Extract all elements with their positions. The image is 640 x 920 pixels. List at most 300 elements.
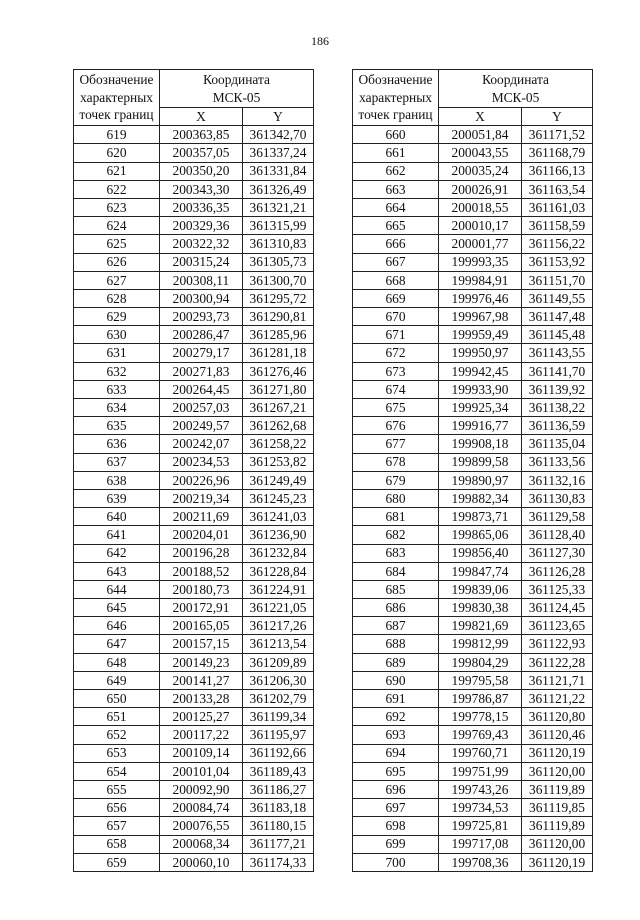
table-row [353, 726, 593, 744]
y-cell: 361310,83 [243, 235, 314, 253]
point-number-cell: 665 [353, 217, 439, 235]
x-cell: 200188,52 [160, 562, 243, 580]
table-row [74, 453, 314, 471]
y-cell: 361202,79 [243, 690, 314, 708]
x-cell: 199967,98 [439, 308, 522, 326]
table-row [74, 362, 314, 380]
table-body-left [74, 126, 314, 872]
point-number-cell: 620 [74, 144, 160, 162]
point-number-cell: 657 [74, 817, 160, 835]
y-cell: 361209,89 [243, 653, 314, 671]
point-number-cell: 667 [353, 253, 439, 271]
y-cell: 361186,27 [243, 780, 314, 798]
x-cell: 200084,74 [160, 799, 243, 817]
table-row [74, 489, 314, 507]
x-cell: 200092,90 [160, 780, 243, 798]
table-row [74, 799, 314, 817]
y-cell: 361161,03 [522, 198, 593, 216]
point-number-cell: 632 [74, 362, 160, 380]
table-row [353, 835, 593, 853]
x-cell: 200125,27 [160, 708, 243, 726]
table-row [74, 235, 314, 253]
point-number-cell: 647 [74, 635, 160, 653]
point-number-cell: 639 [74, 489, 160, 507]
y-cell: 361120,19 [522, 744, 593, 762]
y-cell: 361145,48 [522, 326, 593, 344]
y-cell: 361245,23 [243, 489, 314, 507]
y-cell: 361331,84 [243, 162, 314, 180]
x-cell: 199890,97 [439, 471, 522, 489]
table-row [74, 835, 314, 853]
x-cell: 200165,05 [160, 617, 243, 635]
x-cell: 199812,99 [439, 635, 522, 653]
y-cell: 361249,49 [243, 471, 314, 489]
y-header: Y [243, 108, 314, 126]
y-cell: 361174,33 [243, 853, 314, 871]
y-cell: 361126,28 [522, 562, 593, 580]
point-number-cell: 686 [353, 599, 439, 617]
point-number-cell: 625 [74, 235, 160, 253]
table-row [353, 489, 593, 507]
y-header: Y [522, 108, 593, 126]
x-cell: 200109,14 [160, 744, 243, 762]
table-row [353, 671, 593, 689]
y-cell: 361136,59 [522, 417, 593, 435]
table-row [353, 617, 593, 635]
table-row [353, 417, 593, 435]
table-row [74, 562, 314, 580]
y-cell: 361337,24 [243, 144, 314, 162]
table-row [353, 217, 593, 235]
point-number-cell: 634 [74, 399, 160, 417]
point-label-header: Обозначение характерных точек границ [74, 70, 160, 126]
point-number-cell: 626 [74, 253, 160, 271]
y-cell: 361135,04 [522, 435, 593, 453]
table-row [74, 526, 314, 544]
point-number-cell: 673 [353, 362, 439, 380]
y-cell: 361128,40 [522, 526, 593, 544]
x-cell: 199708,36 [439, 853, 522, 871]
x-cell: 199984,91 [439, 271, 522, 289]
point-number-cell: 670 [353, 308, 439, 326]
y-cell: 361236,90 [243, 526, 314, 544]
x-cell: 200350,20 [160, 162, 243, 180]
point-number-cell: 643 [74, 562, 160, 580]
table-row [353, 308, 593, 326]
coordinates-table-right [352, 69, 593, 872]
y-cell: 361158,59 [522, 217, 593, 235]
point-number-cell: 661 [353, 144, 439, 162]
x-cell: 200363,85 [160, 126, 243, 144]
table-row [353, 435, 593, 453]
table-row [74, 580, 314, 598]
y-cell: 361321,21 [243, 198, 314, 216]
y-cell: 361127,30 [522, 544, 593, 562]
x-cell: 199769,43 [439, 726, 522, 744]
x-cell: 199950,97 [439, 344, 522, 362]
table-row [353, 526, 593, 544]
table-row [353, 380, 593, 398]
table-row [74, 617, 314, 635]
point-number-cell: 679 [353, 471, 439, 489]
y-cell: 361120,00 [522, 762, 593, 780]
x-cell: 199821,69 [439, 617, 522, 635]
table-row [74, 380, 314, 398]
coordinate-header: Координата МСК-05 [160, 70, 314, 108]
point-number-cell: 695 [353, 762, 439, 780]
y-cell: 361151,70 [522, 271, 593, 289]
y-cell: 361153,92 [522, 253, 593, 271]
point-number-cell: 680 [353, 489, 439, 507]
point-number-cell: 644 [74, 580, 160, 598]
point-number-cell: 666 [353, 235, 439, 253]
x-cell: 200249,57 [160, 417, 243, 435]
y-cell: 361315,99 [243, 217, 314, 235]
table-row [353, 126, 593, 144]
point-number-cell: 659 [74, 853, 160, 871]
y-cell: 361271,80 [243, 380, 314, 398]
point-number-cell: 637 [74, 453, 160, 471]
x-cell: 200010,17 [439, 217, 522, 235]
table-row [74, 508, 314, 526]
y-cell: 361295,72 [243, 289, 314, 307]
point-number-cell: 641 [74, 526, 160, 544]
x-cell: 200068,34 [160, 835, 243, 853]
point-number-cell: 700 [353, 853, 439, 871]
table-row [353, 690, 593, 708]
table-row [353, 508, 593, 526]
point-number-cell: 698 [353, 817, 439, 835]
point-number-cell: 689 [353, 653, 439, 671]
x-cell: 200234,53 [160, 453, 243, 471]
table-row [353, 544, 593, 562]
x-header: X [439, 108, 522, 126]
y-cell: 361132,16 [522, 471, 593, 489]
point-number-cell: 675 [353, 399, 439, 417]
table-row [353, 799, 593, 817]
x-cell: 200149,23 [160, 653, 243, 671]
y-cell: 361120,46 [522, 726, 593, 744]
y-cell: 361290,81 [243, 308, 314, 326]
y-cell: 361138,22 [522, 399, 593, 417]
y-cell: 361180,15 [243, 817, 314, 835]
point-number-cell: 668 [353, 271, 439, 289]
y-cell: 361129,58 [522, 508, 593, 526]
table-row [74, 126, 314, 144]
point-number-cell: 696 [353, 780, 439, 798]
table-row [353, 162, 593, 180]
y-cell: 361189,43 [243, 762, 314, 780]
table-body-right [353, 126, 593, 872]
x-cell: 200308,11 [160, 271, 243, 289]
y-cell: 361342,70 [243, 126, 314, 144]
y-cell: 361156,22 [522, 235, 593, 253]
table-row [74, 690, 314, 708]
point-number-cell: 663 [353, 180, 439, 198]
point-number-cell: 684 [353, 562, 439, 580]
table-row [353, 653, 593, 671]
x-cell: 200180,73 [160, 580, 243, 598]
y-cell: 361130,83 [522, 489, 593, 507]
table-row [74, 708, 314, 726]
y-cell: 361267,21 [243, 399, 314, 417]
x-cell: 200300,94 [160, 289, 243, 307]
table-row [353, 635, 593, 653]
table-row [74, 344, 314, 362]
point-number-cell: 669 [353, 289, 439, 307]
point-number-cell: 651 [74, 708, 160, 726]
point-number-cell: 677 [353, 435, 439, 453]
table-row [74, 544, 314, 562]
point-number-cell: 660 [353, 126, 439, 144]
y-cell: 361253,82 [243, 453, 314, 471]
y-cell: 361121,22 [522, 690, 593, 708]
y-cell: 361285,96 [243, 326, 314, 344]
point-number-cell: 636 [74, 435, 160, 453]
x-cell: 200329,36 [160, 217, 243, 235]
x-header: X [160, 108, 243, 126]
y-cell: 361120,80 [522, 708, 593, 726]
x-cell: 200279,17 [160, 344, 243, 362]
x-cell: 200293,73 [160, 308, 243, 326]
point-number-cell: 671 [353, 326, 439, 344]
table-row [353, 471, 593, 489]
x-cell: 199795,58 [439, 671, 522, 689]
table-row [74, 253, 314, 271]
x-cell: 200043,55 [439, 144, 522, 162]
x-cell: 200257,03 [160, 399, 243, 417]
point-number-cell: 691 [353, 690, 439, 708]
x-cell: 200271,83 [160, 362, 243, 380]
table-row [353, 144, 593, 162]
y-cell: 361139,92 [522, 380, 593, 398]
x-cell: 200035,24 [439, 162, 522, 180]
y-cell: 361206,30 [243, 671, 314, 689]
y-cell: 361221,05 [243, 599, 314, 617]
y-cell: 361119,89 [522, 817, 593, 835]
x-cell: 199751,99 [439, 762, 522, 780]
y-cell: 361119,85 [522, 799, 593, 817]
point-number-cell: 622 [74, 180, 160, 198]
x-cell: 199993,35 [439, 253, 522, 271]
point-number-cell: 662 [353, 162, 439, 180]
table-row [74, 780, 314, 798]
y-cell: 361224,91 [243, 580, 314, 598]
table-row [74, 635, 314, 653]
x-cell: 200226,96 [160, 471, 243, 489]
table-row [74, 471, 314, 489]
table-row [353, 762, 593, 780]
y-cell: 361141,70 [522, 362, 593, 380]
coordinates-table-left [73, 69, 314, 872]
point-number-cell: 654 [74, 762, 160, 780]
x-cell: 199839,06 [439, 580, 522, 598]
y-cell: 361326,49 [243, 180, 314, 198]
point-number-cell: 688 [353, 635, 439, 653]
point-number-cell: 629 [74, 308, 160, 326]
point-number-cell: 650 [74, 690, 160, 708]
y-cell: 361163,54 [522, 180, 593, 198]
x-cell: 200204,01 [160, 526, 243, 544]
y-cell: 361125,33 [522, 580, 593, 598]
x-cell: 200219,34 [160, 489, 243, 507]
y-cell: 361217,26 [243, 617, 314, 635]
point-number-cell: 683 [353, 544, 439, 562]
table-row [74, 435, 314, 453]
x-cell: 200018,55 [439, 198, 522, 216]
x-cell: 200196,28 [160, 544, 243, 562]
table-row [353, 708, 593, 726]
y-cell: 361232,84 [243, 544, 314, 562]
y-cell: 361305,73 [243, 253, 314, 271]
y-cell: 361149,55 [522, 289, 593, 307]
x-cell: 200026,91 [439, 180, 522, 198]
y-cell: 361241,03 [243, 508, 314, 526]
x-cell: 199942,45 [439, 362, 522, 380]
y-cell: 361121,71 [522, 671, 593, 689]
table-row [353, 235, 593, 253]
coordinate-header: Координата МСК-05 [439, 70, 593, 108]
table-row [353, 453, 593, 471]
y-cell: 361120,00 [522, 835, 593, 853]
point-number-cell: 628 [74, 289, 160, 307]
table-row [353, 344, 593, 362]
y-cell: 361258,22 [243, 435, 314, 453]
y-cell: 361124,45 [522, 599, 593, 617]
y-cell: 361281,18 [243, 344, 314, 362]
x-cell: 200101,04 [160, 762, 243, 780]
table-row [74, 198, 314, 216]
point-number-cell: 648 [74, 653, 160, 671]
x-cell: 199760,71 [439, 744, 522, 762]
point-number-cell: 699 [353, 835, 439, 853]
table-row [353, 399, 593, 417]
x-cell: 200141,27 [160, 671, 243, 689]
table-row [353, 362, 593, 380]
y-cell: 361195,97 [243, 726, 314, 744]
x-cell: 199933,90 [439, 380, 522, 398]
table-row [74, 762, 314, 780]
x-cell: 199899,58 [439, 453, 522, 471]
table-row [353, 198, 593, 216]
y-cell: 361177,21 [243, 835, 314, 853]
y-cell: 361168,79 [522, 144, 593, 162]
y-cell: 361122,28 [522, 653, 593, 671]
point-number-cell: 640 [74, 508, 160, 526]
point-number-cell: 656 [74, 799, 160, 817]
table-row [353, 271, 593, 289]
point-number-cell: 630 [74, 326, 160, 344]
point-number-cell: 642 [74, 544, 160, 562]
x-cell: 200315,24 [160, 253, 243, 271]
point-number-cell: 653 [74, 744, 160, 762]
point-number-cell: 658 [74, 835, 160, 853]
x-cell: 199717,08 [439, 835, 522, 853]
x-cell: 200343,30 [160, 180, 243, 198]
table-row [74, 599, 314, 617]
y-cell: 361199,34 [243, 708, 314, 726]
point-number-cell: 638 [74, 471, 160, 489]
point-number-cell: 692 [353, 708, 439, 726]
table-row [353, 289, 593, 307]
x-cell: 200172,91 [160, 599, 243, 617]
point-number-cell: 693 [353, 726, 439, 744]
table-row [353, 744, 593, 762]
point-number-cell: 621 [74, 162, 160, 180]
x-cell: 199959,49 [439, 326, 522, 344]
x-cell: 200060,10 [160, 853, 243, 871]
table-row [74, 817, 314, 835]
x-cell: 199916,77 [439, 417, 522, 435]
table-row [74, 289, 314, 307]
table-row [74, 326, 314, 344]
table-row [353, 562, 593, 580]
y-cell: 361119,89 [522, 780, 593, 798]
point-number-cell: 697 [353, 799, 439, 817]
point-number-cell: 690 [353, 671, 439, 689]
x-cell: 199734,53 [439, 799, 522, 817]
x-cell: 199976,46 [439, 289, 522, 307]
table-row [353, 853, 593, 871]
x-cell: 199925,34 [439, 399, 522, 417]
y-cell: 361143,55 [522, 344, 593, 362]
y-cell: 361276,46 [243, 362, 314, 380]
table-row [74, 653, 314, 671]
point-number-cell: 681 [353, 508, 439, 526]
x-cell: 199743,26 [439, 780, 522, 798]
point-number-cell: 678 [353, 453, 439, 471]
point-number-cell: 635 [74, 417, 160, 435]
x-cell: 200322,32 [160, 235, 243, 253]
y-cell: 361213,54 [243, 635, 314, 653]
table-row [74, 744, 314, 762]
table-row [74, 308, 314, 326]
point-number-cell: 649 [74, 671, 160, 689]
x-cell: 200357,05 [160, 144, 243, 162]
table-row [74, 144, 314, 162]
point-number-cell: 674 [353, 380, 439, 398]
x-cell: 200076,55 [160, 817, 243, 835]
table-row [353, 326, 593, 344]
x-cell: 199865,06 [439, 526, 522, 544]
x-cell: 199847,74 [439, 562, 522, 580]
x-cell: 199908,18 [439, 435, 522, 453]
table-row [74, 217, 314, 235]
point-number-cell: 619 [74, 126, 160, 144]
table-row [353, 599, 593, 617]
y-cell: 361183,18 [243, 799, 314, 817]
y-cell: 361228,84 [243, 562, 314, 580]
table-row [74, 671, 314, 689]
point-number-cell: 645 [74, 599, 160, 617]
page-number: 186 [311, 34, 329, 48]
x-cell: 200001,77 [439, 235, 522, 253]
table-row [74, 417, 314, 435]
x-cell: 200264,45 [160, 380, 243, 398]
x-cell: 200336,35 [160, 198, 243, 216]
x-cell: 199804,29 [439, 653, 522, 671]
table-row [74, 180, 314, 198]
table-row [74, 399, 314, 417]
point-number-cell: 633 [74, 380, 160, 398]
table-row [74, 853, 314, 871]
y-cell: 361123,65 [522, 617, 593, 635]
x-cell: 199778,15 [439, 708, 522, 726]
x-cell: 200117,22 [160, 726, 243, 744]
point-number-cell: 664 [353, 198, 439, 216]
point-number-cell: 682 [353, 526, 439, 544]
x-cell: 199882,34 [439, 489, 522, 507]
